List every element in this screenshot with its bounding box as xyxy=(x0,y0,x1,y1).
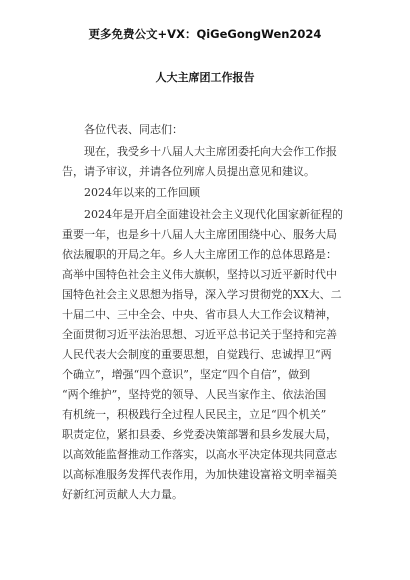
body-line: 高举中国特色社会主义伟大旗帜，坚持以习近平新时代中 xyxy=(62,268,337,281)
body-line: 有机统一，积极践行全过程人民民主，立足“四个机关” xyxy=(62,408,327,421)
body-line: 全面贯彻习近平法治思想、习近平总书记关于坚持和完善 xyxy=(62,328,337,341)
body-line: 以高标准服务发挥代表作用，为加快建设富裕文明幸福美 xyxy=(62,468,337,481)
report-title: 人大主席团工作报告 xyxy=(155,71,255,84)
body-line: 以高效能监督推动工作落实，以高水平决定体现共同意志 xyxy=(62,448,337,461)
body-line: 个确立”，增强“四个意识”，坚定“四个自信”，做到 xyxy=(62,368,311,381)
body-line: 2024年是开启全面建设社会主义现代化国家新征程的 xyxy=(84,208,343,221)
body-line: 职责定位，紧扣县委、乡党委决策部署和县乡发展大局， xyxy=(62,428,337,441)
intro-line-2: 告，请予审议，并请各位列席人员提出意见和建议。 xyxy=(62,165,315,178)
promo-header: 更多免费公文+VX：QiGeGongWen2024 xyxy=(88,27,322,41)
section-heading: 2024年以来的工作回顾 xyxy=(84,186,200,199)
intro-line-1: 现在，我受乡十八届人大主席团委托向大会作工作报 xyxy=(84,145,337,158)
body-line: “两个维护”，坚持党的领导、人民当家作主、依法治国 xyxy=(62,388,327,401)
body-line: 依法履职的开局之年。乡人大主席团工作的总体思路是： xyxy=(62,248,337,261)
body-line: 重要一年，也是乡十八届人大主席团围绕中心、服务大局 xyxy=(62,228,337,241)
body-line: 十届二中、三中全会、中央、省市县人大工作会议精神， xyxy=(62,308,337,321)
body-line: 好新红河贡献人大力量。 xyxy=(62,488,183,501)
body-line: 国特色社会主义思想为指导，深入学习贯彻党的XX大、二 xyxy=(62,288,342,301)
body-line: 人民代表大会制度的重要思想，自觉践行、忠诚捍卫“两 xyxy=(62,348,332,361)
salutation: 各位代表、同志们： xyxy=(84,123,183,136)
